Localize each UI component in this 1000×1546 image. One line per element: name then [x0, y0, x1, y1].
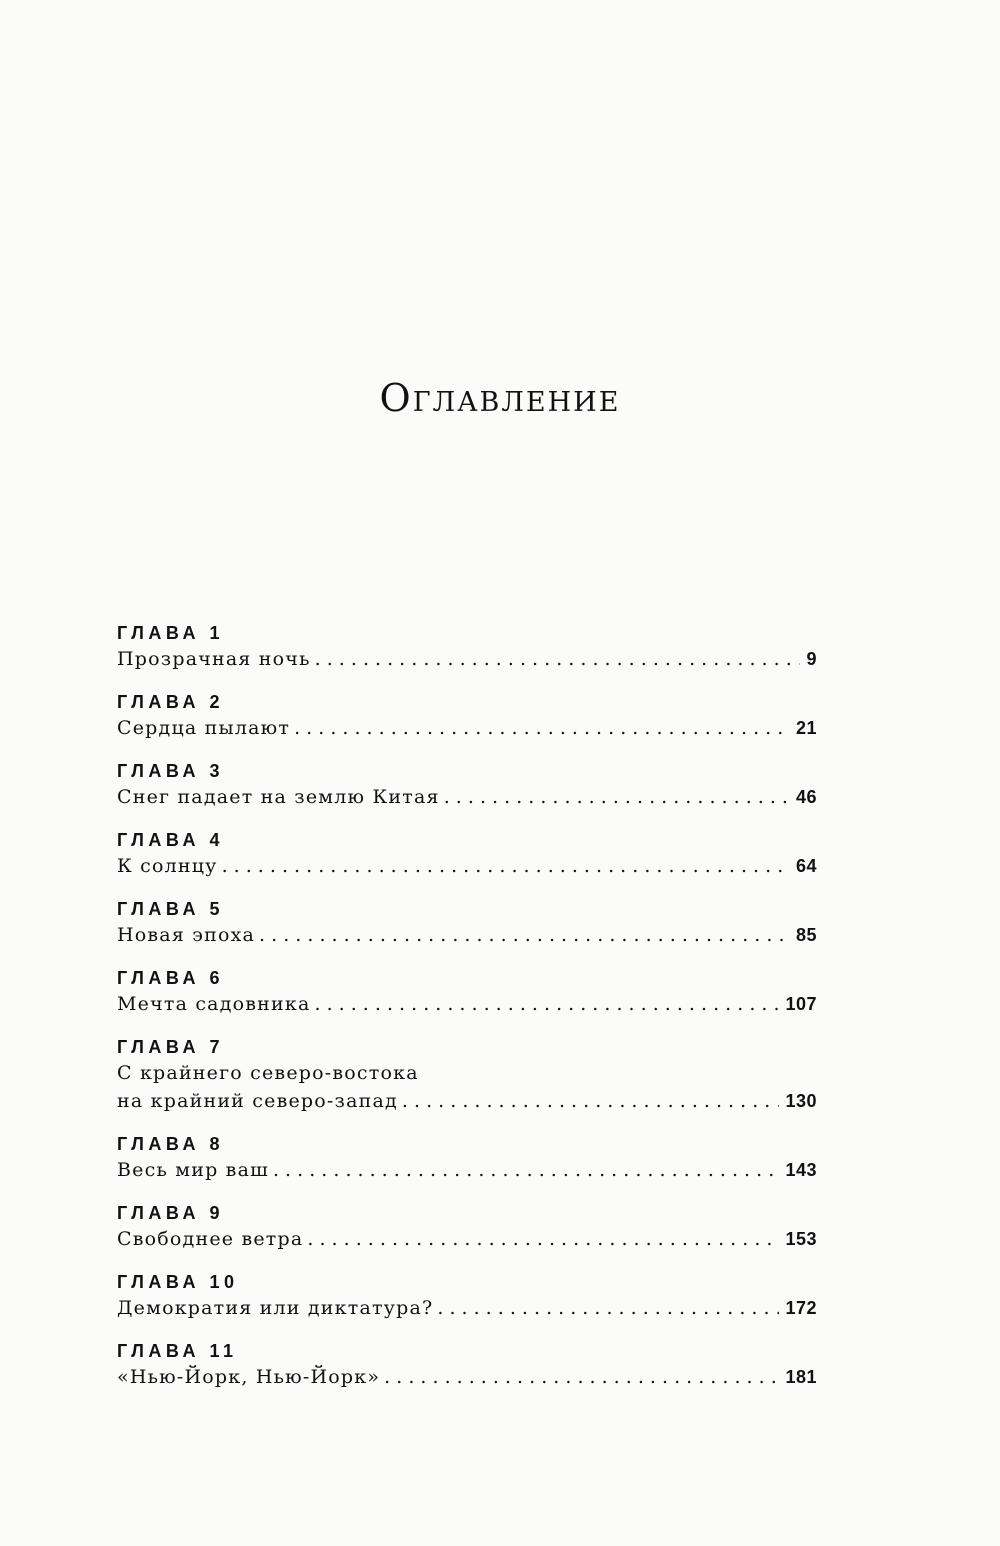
dot-leader — [273, 1156, 779, 1184]
toc-entry-1[interactable] — [117, 621, 817, 673]
chapter-title: Новая эпоха — [117, 924, 256, 946]
chapter-title: К солнцу — [117, 855, 218, 877]
page-number: 130 — [785, 1091, 817, 1111]
chapter-label: ГЛАВА 11 — [117, 1341, 238, 1361]
toc-line — [117, 1156, 817, 1184]
chapter-title: Демократия или диктатура? — [117, 1297, 434, 1319]
toc-line — [117, 1363, 817, 1391]
dot-leader — [437, 1294, 779, 1322]
chapter-title: Прозрачная ночь — [117, 648, 311, 670]
dot-leader — [259, 921, 790, 949]
chapter-title: Мечта садовника — [117, 993, 311, 1015]
toc-entry-10[interactable] — [117, 1270, 817, 1322]
dot-leader — [307, 1225, 779, 1253]
toc-entry-9[interactable] — [117, 1201, 817, 1253]
toc-entry-4[interactable] — [117, 828, 817, 880]
chapter-label: ГЛАВА 8 — [117, 1134, 224, 1154]
chapter-label: ГЛАВА 2 — [117, 692, 224, 712]
chapter-label: ГЛАВА 3 — [117, 761, 224, 781]
page-number: 9 — [806, 649, 817, 669]
toc-entry-6[interactable] — [117, 966, 817, 1018]
page-number: 153 — [785, 1229, 817, 1249]
page-number: 46 — [795, 787, 817, 807]
page-number: 64 — [795, 856, 817, 876]
dot-leader — [222, 852, 790, 880]
page-number: 85 — [795, 925, 817, 945]
dot-leader — [384, 1363, 779, 1391]
dot-leader — [444, 783, 790, 811]
page-number: 143 — [785, 1160, 817, 1180]
chapter-label: ГЛАВА 10 — [117, 1272, 239, 1292]
toc-entry-7[interactable] — [117, 1035, 817, 1115]
chapter-title: на крайний северо-запад — [117, 1090, 398, 1112]
toc-line — [117, 921, 817, 949]
page-number: 181 — [785, 1367, 817, 1387]
toc-entry-3[interactable] — [117, 759, 817, 811]
page-title: Оглавление — [379, 376, 621, 420]
chapter-label: ГЛАВА 6 — [117, 968, 224, 988]
chapter-label: ГЛАВА 9 — [117, 1203, 224, 1223]
toc-entry-8[interactable] — [117, 1132, 817, 1184]
page-number: 21 — [795, 718, 817, 738]
chapter-title: Снег падает на землю Китая — [117, 786, 440, 808]
dot-leader — [294, 714, 790, 742]
toc-line — [117, 1087, 817, 1115]
dot-leader — [402, 1087, 780, 1115]
toc-line — [117, 645, 817, 673]
toc-entry-5[interactable] — [117, 897, 817, 949]
toc-line-continued — [117, 1059, 817, 1087]
toc-line — [117, 990, 817, 1018]
chapter-title: С крайнего северо-востока — [117, 1062, 419, 1084]
table-of-contents — [117, 621, 817, 1408]
toc-entry-2[interactable] — [117, 690, 817, 742]
page-number: 172 — [785, 1298, 817, 1318]
toc-line — [117, 714, 817, 742]
toc-line — [117, 1225, 817, 1253]
chapter-label: ГЛАВА 4 — [117, 830, 224, 850]
dot-leader — [315, 645, 801, 673]
chapter-title: Свободнее ветра — [117, 1228, 304, 1250]
toc-line — [117, 852, 817, 880]
toc-line — [117, 1294, 817, 1322]
chapter-title: Весь мир ваш — [117, 1159, 269, 1181]
chapter-title: Сердца пылают — [117, 717, 291, 739]
toc-entry-11[interactable] — [117, 1339, 817, 1391]
toc-line — [117, 783, 817, 811]
chapter-label: ГЛАВА 1 — [117, 623, 224, 643]
dot-leader — [314, 990, 779, 1018]
page-number: 107 — [785, 994, 817, 1014]
chapter-label: ГЛАВА 5 — [117, 899, 224, 919]
chapter-label: ГЛАВА 7 — [117, 1037, 224, 1057]
chapter-title: «Нью-Йорк, Нью-Йорк» — [117, 1366, 381, 1388]
